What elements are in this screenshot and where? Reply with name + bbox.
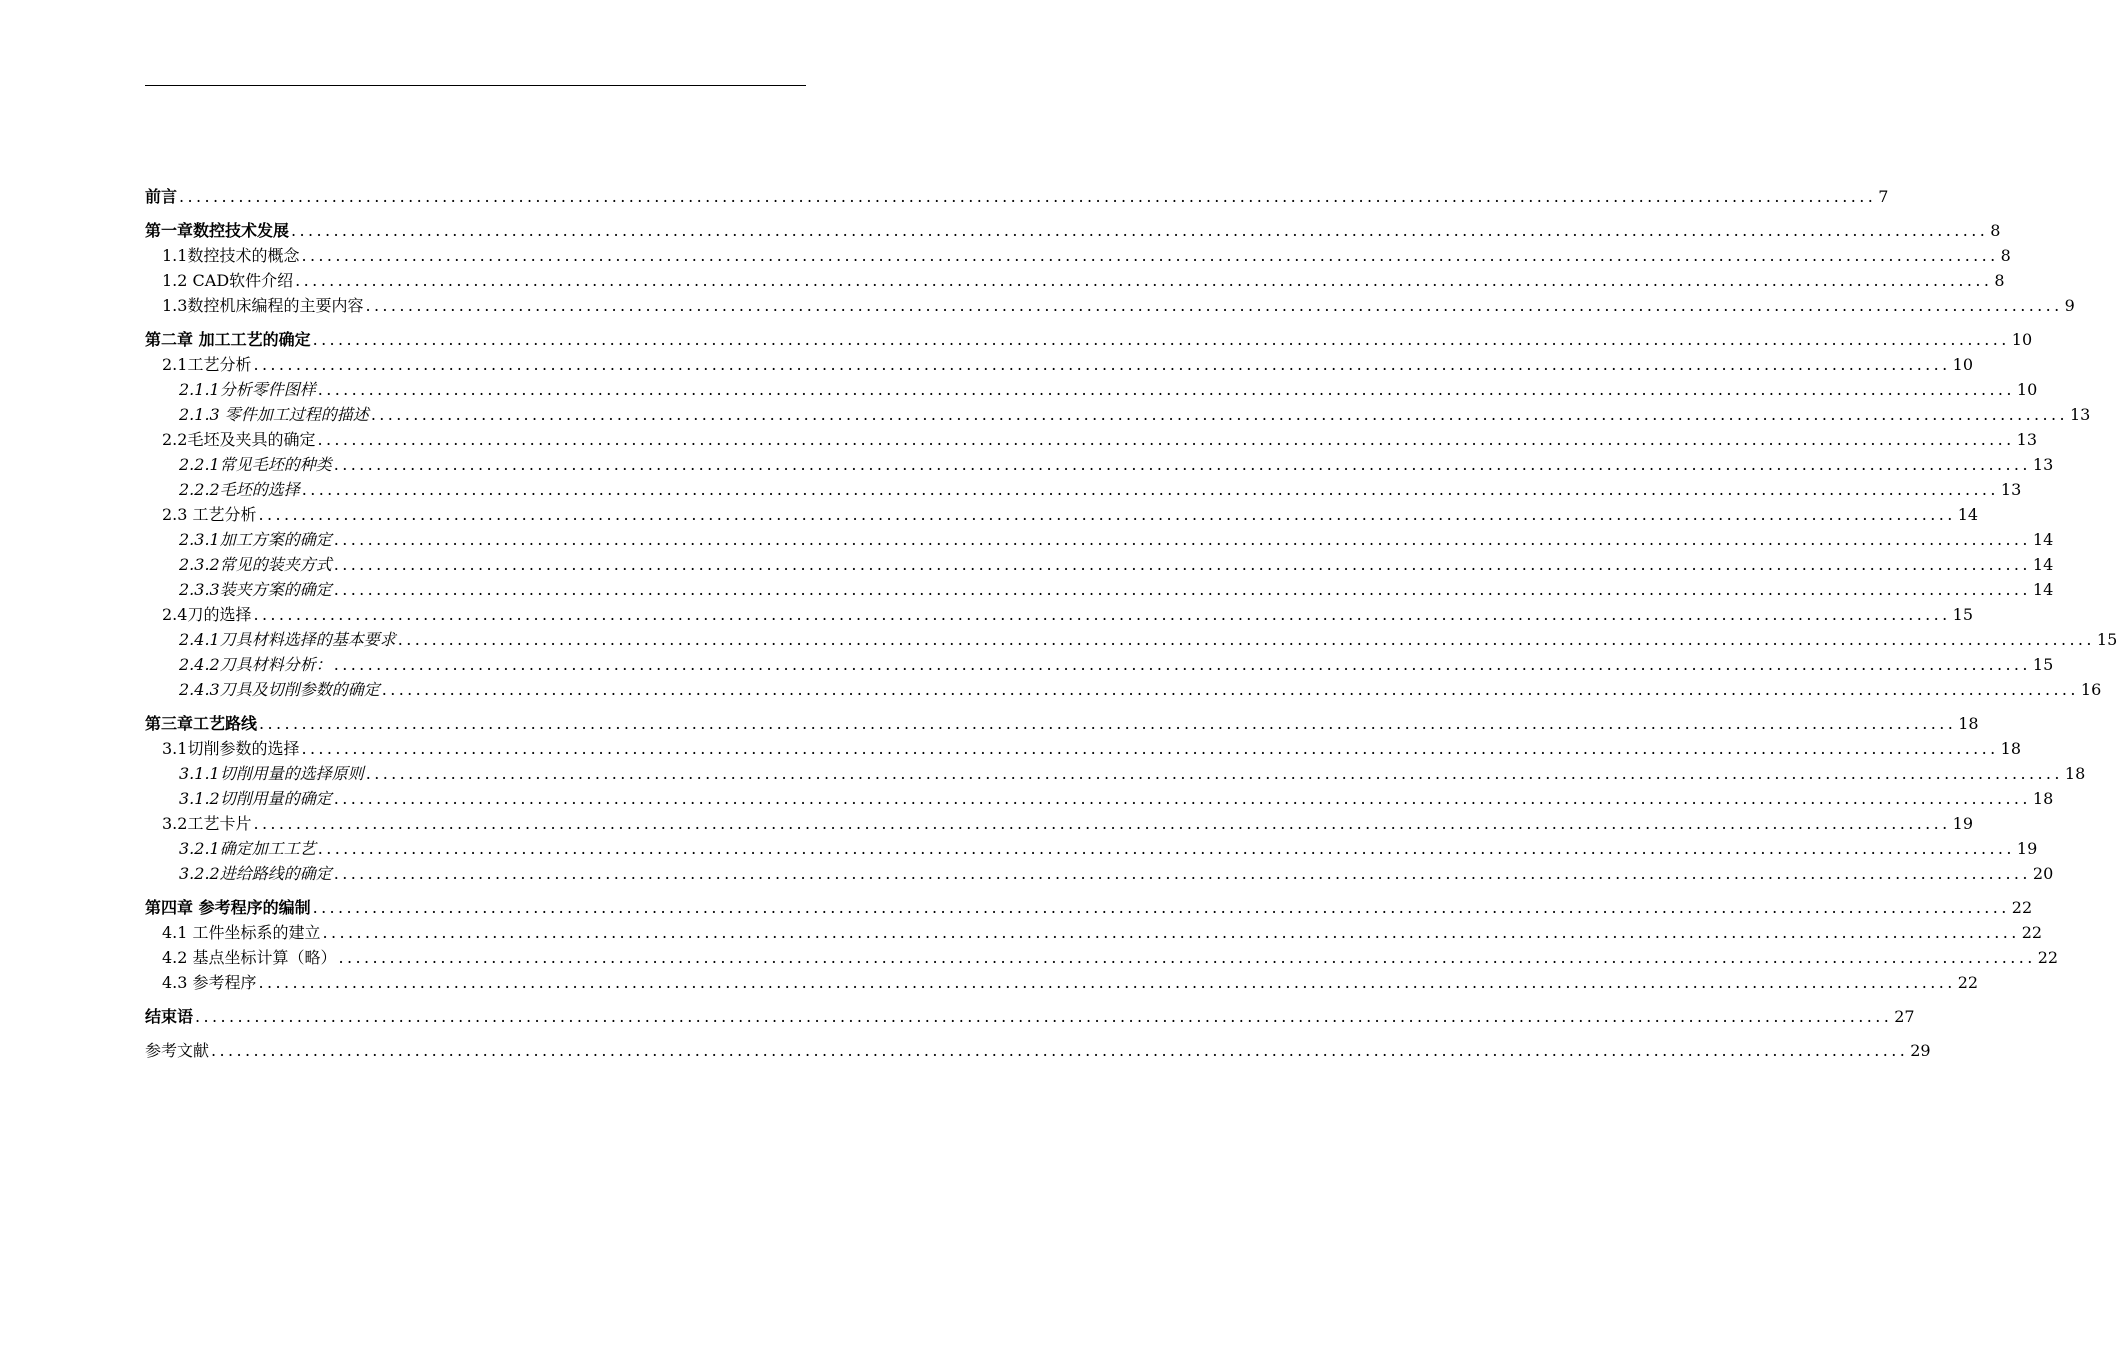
toc-page-number: 13 xyxy=(2070,405,2091,424)
toc-entry[interactable] xyxy=(145,600,1973,625)
toc-leader-dots: ........................................................................................................................................................................................................ xyxy=(317,430,2015,449)
toc-page-number: 10 xyxy=(2016,380,2038,399)
toc-entry[interactable] xyxy=(145,266,2005,291)
toc-leader-dots: ........................................................................................................................................................................................................ xyxy=(370,405,2068,424)
toc-entry-label: 2.3.2常见的装夹方式 xyxy=(179,555,332,574)
toc-entry-label: 2.2.1常见毛坯的种类 xyxy=(179,455,332,474)
toc-page-number: 7 xyxy=(1878,187,1889,206)
toc-entry[interactable] xyxy=(145,575,2054,600)
toc-page-number: 8 xyxy=(1990,221,2001,240)
toc-entry-label: 结束语 xyxy=(145,1007,194,1026)
toc-entry-label: 2.4.2刀具材料分析： xyxy=(179,655,332,674)
toc-entry-label: 2.3.1加工方案的确定 xyxy=(179,530,332,549)
toc-page-number: 10 xyxy=(2011,330,2033,349)
toc-page-number: 8 xyxy=(2000,246,2011,265)
toc-entry[interactable] xyxy=(145,943,2059,968)
toc-entry-label: 4.3 参考程序 xyxy=(162,973,257,992)
toc-entry[interactable] xyxy=(145,216,2001,241)
toc-entry-label: 第三章工艺路线 xyxy=(145,714,258,733)
toc-page-number: 9 xyxy=(2064,296,2075,315)
toc-leader-dots: ........................................................................................................................................................................................................ xyxy=(365,764,2063,783)
toc-entry-label: 1.2 CAD软件介绍 xyxy=(162,271,294,290)
toc-entry[interactable] xyxy=(145,893,2033,918)
toc-page-number: 15 xyxy=(1952,605,1973,624)
toc-entry-label: 2.2毛坯及夹具的确定 xyxy=(162,430,316,449)
toc-page-number: 18 xyxy=(2032,789,2054,808)
toc-page-number: 13 xyxy=(2000,480,2022,499)
toc-entry[interactable] xyxy=(145,625,2117,650)
toc-page-number: 19 xyxy=(1952,814,1973,833)
toc-entry[interactable] xyxy=(145,500,1979,525)
toc-entry-label: 3.1.1切削用量的选择原则 xyxy=(179,764,364,783)
toc-page-number: 14 xyxy=(2032,555,2054,574)
toc-page-number: 22 xyxy=(2037,948,2059,967)
toc-entry[interactable] xyxy=(145,1036,1931,1061)
toc-leader-dots: ........................................................................................................................................................................................................ xyxy=(317,839,2015,858)
toc-page-number: 8 xyxy=(1994,271,2005,290)
toc-entry[interactable] xyxy=(145,400,2091,425)
toc-entry[interactable] xyxy=(145,425,2037,450)
toc-leader-dots: ........................................................................................................................................................................................................ xyxy=(312,330,2010,349)
toc-page-number: 16 xyxy=(2080,680,2102,699)
toc-entry[interactable] xyxy=(145,859,2054,884)
toc-entry-label: 1.1数控技术的概念 xyxy=(162,246,300,265)
header-rule xyxy=(145,85,806,86)
toc-page-number: 15 xyxy=(2032,655,2054,674)
toc-entry-label: 第一章数控技术发展 xyxy=(145,221,290,240)
toc-page-number: 15 xyxy=(2096,630,2117,649)
toc-entry-label: 4.2 基点坐标计算（略） xyxy=(162,948,337,967)
toc-page-number: 13 xyxy=(2016,430,2037,449)
toc-entry-label: 3.2.2进给路线的确定 xyxy=(179,864,332,883)
toc-entry[interactable] xyxy=(145,675,2102,700)
toc-entry[interactable] xyxy=(145,291,2075,316)
toc-entry[interactable] xyxy=(145,375,2038,400)
toc-entry[interactable] xyxy=(145,834,2038,859)
toc-page-number: 19 xyxy=(2016,839,2038,858)
toc-entry-label: 2.3.3装夹方案的确定 xyxy=(179,580,332,599)
toc-entry-label: 第四章 参考程序的编制 xyxy=(145,898,311,917)
toc-page-number: 22 xyxy=(1957,973,1979,992)
toc-leader-dots: ........................................................................................................................................................................................................ xyxy=(312,898,2010,917)
toc-leader-dots: ........................................................................................................................................................................................................ xyxy=(258,505,1956,524)
toc-entry[interactable] xyxy=(145,525,2054,550)
toc-leader-dots: ........................................................................................................................................................................................................ xyxy=(333,455,2031,474)
toc-entry[interactable] xyxy=(145,709,1979,734)
toc-entry[interactable] xyxy=(145,734,2021,759)
toc-entry-label: 参考文献 xyxy=(145,1041,210,1060)
toc-entry-label: 3.2.1确定加工工艺 xyxy=(179,839,316,858)
toc-leader-dots: ........................................................................................................................................................................................................ xyxy=(397,630,2095,649)
toc-page-number: 22 xyxy=(2011,898,2033,917)
toc-page-number: 18 xyxy=(2064,764,2086,783)
toc-leader-dots: ........................................................................................................................................................................................................ xyxy=(253,814,1951,833)
toc-entry[interactable] xyxy=(145,1002,1915,1027)
table-of-contents xyxy=(145,182,2117,1061)
toc-page-number: 29 xyxy=(1910,1041,1931,1060)
toc-leader-dots: ........................................................................................................................................................................................................ xyxy=(338,948,2036,967)
toc-leader-dots: ........................................................................................................................................................................................................ xyxy=(179,187,1877,206)
toc-leader-dots: ........................................................................................................................................................................................................ xyxy=(333,789,2031,808)
toc-page-number: 18 xyxy=(2000,739,2021,758)
toc-leader-dots: ........................................................................................................................................................................................................ xyxy=(365,296,2063,315)
toc-leader-dots: ........................................................................................................................................................................................................ xyxy=(295,271,1993,290)
toc-entry[interactable] xyxy=(145,325,2033,350)
toc-leader-dots: ........................................................................................................................................................................................................ xyxy=(258,973,1956,992)
toc-page-number: 22 xyxy=(2021,923,2043,942)
toc-page-number: 13 xyxy=(2032,455,2054,474)
toc-leader-dots: ........................................................................................................................................................................................................ xyxy=(259,714,1957,733)
toc-entry[interactable] xyxy=(145,350,1973,375)
toc-entry[interactable] xyxy=(145,809,1973,834)
toc-entry-label: 3.2工艺卡片 xyxy=(162,814,252,833)
toc-leader-dots: ........................................................................................................................................................................................................ xyxy=(301,739,1999,758)
toc-page-number: 20 xyxy=(2032,864,2054,883)
toc-entry[interactable] xyxy=(145,650,2054,675)
toc-entry-label: 前言 xyxy=(145,187,178,206)
toc-entry-label: 第二章 加工工艺的确定 xyxy=(145,330,311,349)
toc-entry[interactable] xyxy=(145,182,1889,207)
toc-page-number: 10 xyxy=(1952,355,1973,374)
toc-page-number: 14 xyxy=(2032,530,2054,549)
toc-page-number: 14 xyxy=(1957,505,1979,524)
toc-leader-dots: ........................................................................................................................................................................................................ xyxy=(333,655,2031,674)
toc-entry-label: 3.1.2切削用量的确定 xyxy=(179,789,332,808)
toc-leader-dots: ........................................................................................................................................................................................................ xyxy=(333,864,2031,883)
toc-leader-dots: ........................................................................................................................................................................................................ xyxy=(195,1007,1893,1026)
toc-entry[interactable] xyxy=(145,759,2086,784)
toc-entry-label: 2.3 工艺分析 xyxy=(162,505,257,524)
toc-leader-dots: ........................................................................................................................................................................................................ xyxy=(333,530,2031,549)
toc-page-number: 14 xyxy=(2032,580,2054,599)
toc-leader-dots: ........................................................................................................................................................................................................ xyxy=(253,605,1951,624)
toc-leader-dots: ........................................................................................................................................................................................................ xyxy=(317,380,2015,399)
toc-leader-dots: ........................................................................................................................................................................................................ xyxy=(301,480,1999,499)
toc-entry-label: 4.1 工件坐标系的建立 xyxy=(162,923,321,942)
toc-entry[interactable] xyxy=(145,784,2054,809)
toc-entry[interactable] xyxy=(145,241,2011,266)
toc-entry[interactable] xyxy=(145,475,2022,500)
toc-entry[interactable] xyxy=(145,918,2043,943)
toc-entry-label: 2.4刀的选择 xyxy=(162,605,252,624)
toc-leader-dots: ........................................................................................................................................................................................................ xyxy=(333,580,2031,599)
toc-leader-dots: ........................................................................................................................................................................................................ xyxy=(253,355,1951,374)
toc-page-number: 18 xyxy=(1958,714,1979,733)
toc-page-number: 27 xyxy=(1894,1007,1915,1026)
toc-leader-dots: ........................................................................................................................................................................................................ xyxy=(381,680,2079,699)
toc-entry[interactable] xyxy=(145,550,2054,575)
toc-leader-dots: ........................................................................................................................................................................................................ xyxy=(291,221,1989,240)
toc-entry-label: 2.2.2毛坯的选择 xyxy=(179,480,300,499)
toc-entry-label: 2.4.1刀具材料选择的基本要求 xyxy=(179,630,396,649)
toc-leader-dots: ........................................................................................................................................................................................................ xyxy=(322,923,2020,942)
toc-entry-label: 1.3数控机床编程的主要内容 xyxy=(162,296,364,315)
toc-leader-dots: ........................................................................................................................................................................................................ xyxy=(333,555,2031,574)
toc-entry-label: 2.4.3刀具及切削参数的确定 xyxy=(179,680,380,699)
toc-entry[interactable] xyxy=(145,450,2054,475)
toc-leader-dots: ........................................................................................................................................................................................................ xyxy=(211,1041,1909,1060)
toc-entry-label: 2.1工艺分析 xyxy=(162,355,252,374)
toc-entry[interactable] xyxy=(145,968,1979,993)
toc-entry-label: 2.1.1分析零件图样 xyxy=(179,380,316,399)
toc-entry-label: 3.1切削参数的选择 xyxy=(162,739,300,758)
toc-entry-label: 2.1.3 零件加工过程的描述 xyxy=(179,405,369,424)
toc-leader-dots: ........................................................................................................................................................................................................ xyxy=(301,246,1999,265)
